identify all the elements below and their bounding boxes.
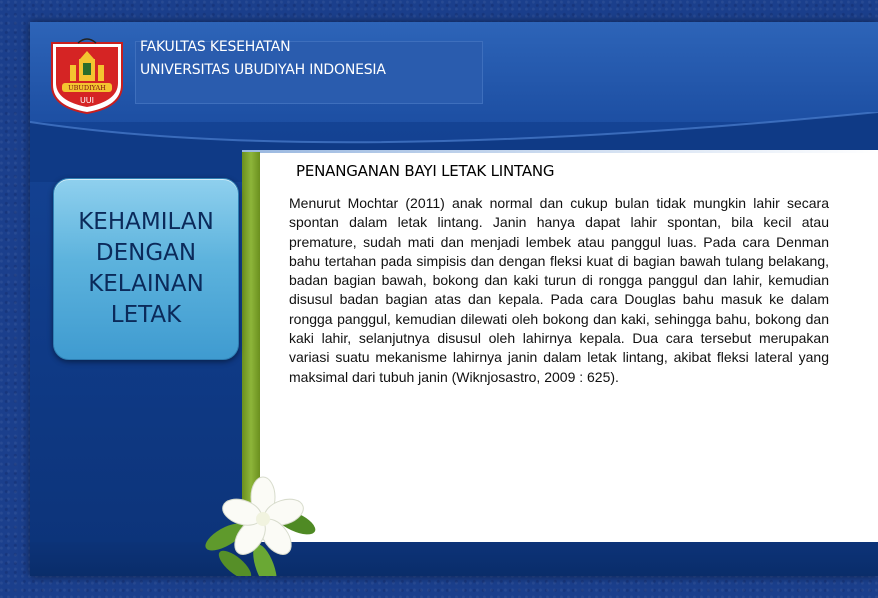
bottom-strip bbox=[30, 542, 878, 576]
university-crest-icon bbox=[48, 37, 126, 115]
topic-title: KEHAMILAN DENGAN KELAINAN LETAK bbox=[78, 209, 214, 328]
logo-band-text: UBUDIYAH bbox=[68, 84, 106, 92]
logo-bottom-text: UUI bbox=[79, 96, 95, 105]
slide-heading: PENANGANAN BAYI LETAK LINTANG bbox=[296, 162, 555, 180]
university-name: UNIVERSITAS UBUDIYAH INDONESIA bbox=[140, 62, 386, 78]
faculty-name: FAKULTAS KESEHATAN bbox=[140, 39, 291, 55]
slide bbox=[30, 22, 878, 576]
panel-top-line bbox=[242, 150, 878, 153]
body-text: Menurut Mochtar (2011) anak normal dan cukup bulan tidak mungkin lahir secara spontan dalam letak lintang. Janin hanya dapat lahir spontan, bila kecil atau premature, sudah mati dan menjadi lembek atau panggul luas. Pada cara Denman bahu tertahan pada simpisis dan dengan fleksi kuat di bagian bawah tulang belakang, badan bagian bawah, bokong dan kaki turun di rongga panggul dan lahir, kemudian disusul badan bagian atas dan kepala. Pada cara Douglas bahu masuk ke dalam rongga panggul, kemudian dilewati oleh bokong dan kaki, sehingga bahu, bokong dan kaki lahir, selanjutnya disusul oleh lahirnya kepala. Dua cara tersebut merupakan variasi suatu mekanisme lahirnya janin dalam letak lintang, akibat fleksi lateral yang maksimal dari tubuh janin (Wiknjosastro, 2009 : 625). bbox=[289, 195, 829, 385]
white-flower-icon bbox=[205, 467, 320, 576]
topic-box bbox=[53, 178, 239, 360]
